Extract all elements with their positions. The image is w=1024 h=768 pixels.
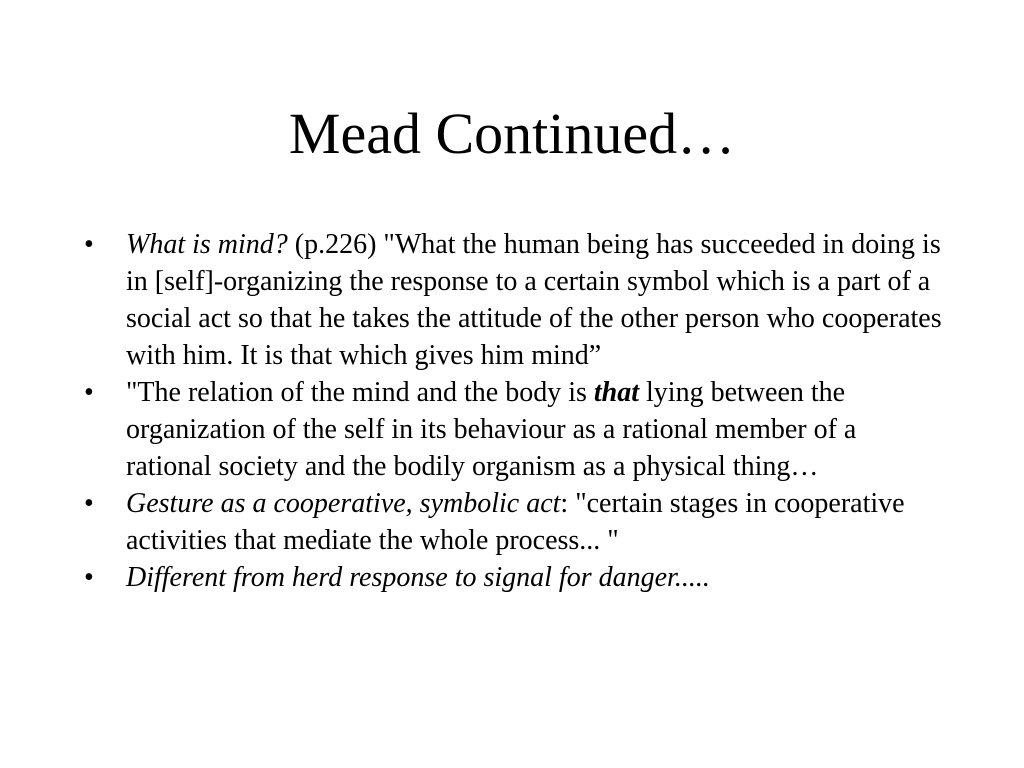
bullet-lead-italic: Gesture as a cooperative, symbolic act [126,488,561,519]
bullet-marker: • [84,562,94,593]
bullet-marker: • [84,377,94,408]
bullet-marker: • [84,229,94,260]
bullet-item-herd-response [84,559,944,596]
bullet-item-what-is-mind [84,226,944,374]
bullet-italic-text: Different from herd response to signal for danger..... [126,562,710,593]
bullet-emphasis: that [593,377,640,408]
bullet-text-before: "The relation of the mind and the body is [126,377,594,408]
bullet-item-gesture [84,485,944,559]
bullet-marker: • [84,488,94,519]
bullet-text: : "certain stages in cooperative activities that mediate the whole process... " [126,488,905,556]
bullet-item-mind-body-relation [84,374,944,485]
bullet-lead-italic: What is mind? [126,229,288,260]
slide-title: Mead Continued… [288,101,736,166]
bullet-list [84,226,944,596]
bullet-text-after: lying between the organization of the self in its behaviour as a rational member of a rational society and the bodily organism as a physical thing… [126,377,857,482]
bullet-text: (p.226) "What the human being has succeeded in doing is in [self]-organizing the response to a certain symbol which is a part of a social act so that he takes the attitude of the other person who cooperates with him. It is that which gives him mind” [126,229,942,371]
